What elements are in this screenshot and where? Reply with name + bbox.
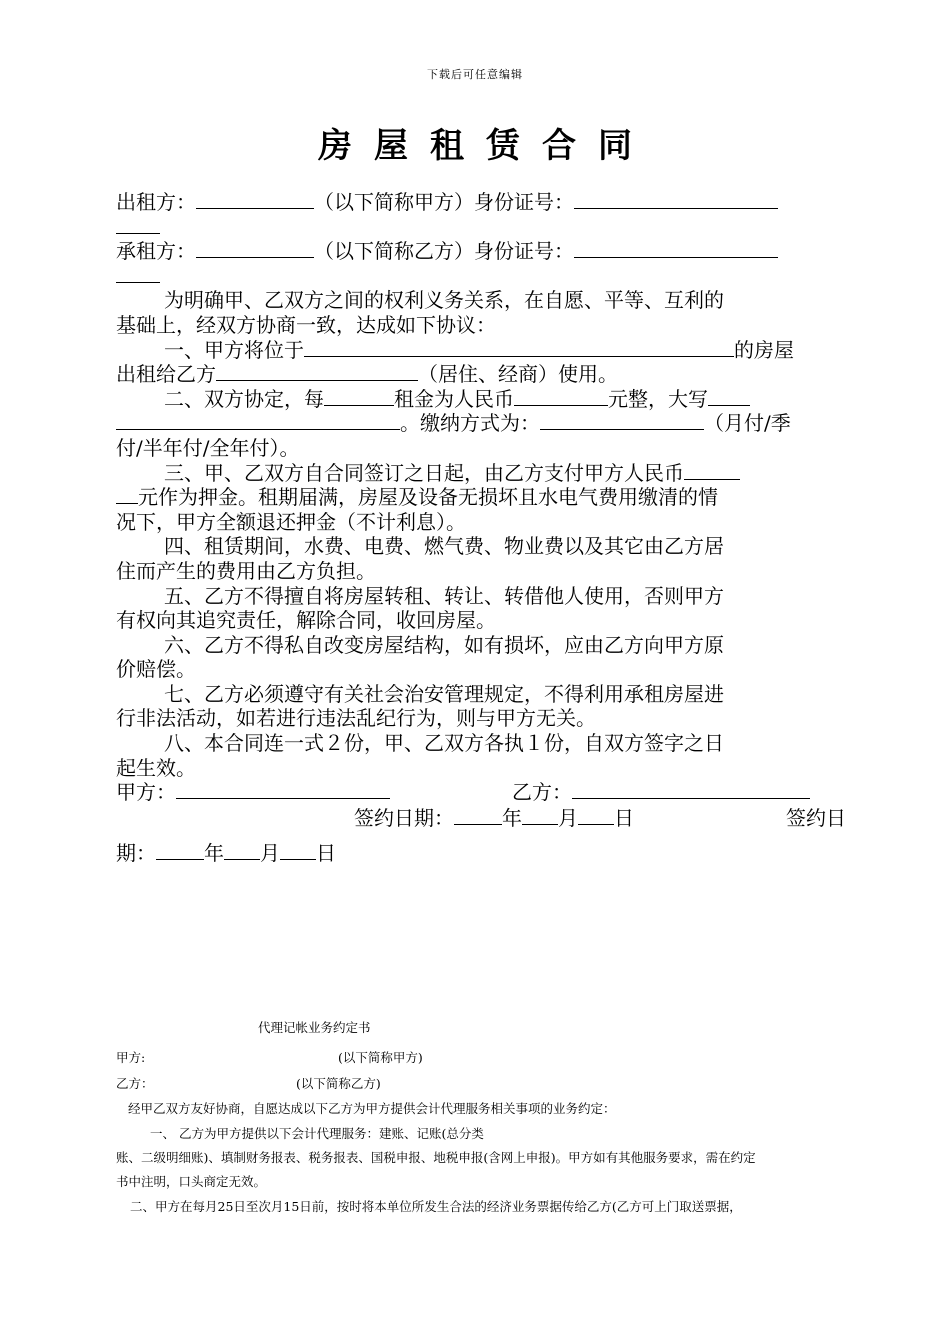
agreement-intro: 经甲乙双方友好协商，自愿达成以下乙方为甲方提供会计代理服务相关事项的业务约定： [128,1101,616,1116]
clause-3-cont-2: 况下，甲方全额退还押金（不计利息）。 [116,509,466,534]
signature-line [116,780,846,805]
clause-1-cont [116,362,846,387]
agreement-item-1: 一、 乙方为甲方提供以下会计代理服务：建账、记账(总分类 [150,1126,484,1141]
address-blank [304,338,734,357]
month-blank-a [522,806,558,825]
clause-1-text-d: （居住、经商）使用。 [418,362,618,387]
month-label-a: 月 [558,805,578,830]
day-blank-b [280,841,316,860]
sign-date-line [116,805,846,831]
clause-2-cont-2: 付/半年付/全年付）。 [116,435,300,460]
lessor-id-blank-cont [116,215,160,234]
contract-body [116,190,846,865]
party-b-sign-label: 乙方： [512,780,572,805]
clause-2-text-b: 租金为人民币 [394,386,514,411]
agreement-title: 代理记帐业务约定书 [258,1020,371,1035]
lessor-line-cont [116,215,846,240]
deposit-blank-cont [116,485,138,504]
clause-4-cont: 住而产生的费用由乙方负担。 [116,558,376,583]
lessee-id-blank [574,239,778,258]
clause-5-cont: 有权向其追究责任，解除合同，收回房屋。 [116,608,496,633]
party-b-abbr: (以下简称乙方) [296,1076,381,1091]
date-label-b-cont: 期： [116,840,156,865]
year-label-a: 年 [502,805,522,830]
lessor-abbr: （以下简称甲方）身份证号： [314,190,574,214]
clause-1 [116,338,846,363]
party-a-sign-blank [176,780,390,799]
usage-blank [216,362,418,381]
clause-1-text-c: 出租给乙方 [116,362,216,387]
lessee-abbr: （以下简称乙方）身份证号： [314,239,574,264]
payment-method-blank [540,411,704,430]
lessor-line [116,190,846,215]
clause-3-text-a: 三、甲、乙双方自合同签订之日起，由乙方支付甲方人民币 [164,460,684,485]
clause-7-cont: 行非法活动，如若进行违法乱纪行为，则与甲方无关。 [116,706,596,731]
clause-3-cont [116,485,846,510]
party-a-label: 甲方: [116,1050,146,1065]
period-blank [324,387,394,406]
clause-5: 五、乙方不得擅自将房屋转租、转让、转借他人使用，否则甲方 [164,583,724,608]
lessee-id-blank-cont [116,264,160,283]
year-label-b: 年 [204,840,224,865]
header-note: 下载后可任意编辑 [427,68,523,81]
party-a-abbr: (以下简称甲方) [338,1050,423,1065]
sign-date-line-2 [116,841,846,866]
agreement-party-b [116,1074,848,1092]
party-b-sign-blank [572,780,810,799]
agreement-item-1-cont: 账、二级明细账)、填制财务报表、税务报表、国税申报、地税申报(含网上申报)。甲方如有其他服务要求，需在约定 [116,1150,756,1165]
clause-8: 八、本合同连一式２份，甲、乙双方各执１份，自双方签字之日 [164,731,724,756]
year-blank-a [454,806,502,825]
clause-1-text-a: 一、甲方将位于 [164,337,304,362]
day-label-b: 日 [316,840,336,865]
date-label-b: 签约日 [786,805,846,830]
lessee-label: 承租方： [116,239,196,264]
clause-3 [116,461,846,486]
clause-8-cont: 起生效。 [116,755,196,780]
clause-2-text-c: 元整，大写 [608,386,708,411]
rent-words-blank-cont [116,411,400,430]
lessor-label: 出租方： [116,190,196,214]
lessor-name-blank [196,190,314,209]
clause-2-text-a: 二、双方协定，每 [164,386,324,411]
month-label-b: 月 [260,840,280,865]
clause-7: 七、乙方必须遵守有关社会治安管理规定，不得利用承租房屋进 [164,681,724,706]
agreement-party-a [116,1048,848,1066]
intro-line-1: 为明确甲、乙双方之间的权利义务关系，在自愿、平等、互利的 [164,288,724,313]
agreement-item-2: 二、甲方在每月25日至次月15日前，按时将本单位所发生合法的经济业务票据传给乙方(乙方可上门取送票据， [130,1199,742,1214]
clause-4: 四、租赁期间，水费、电费、燃气费、物业费以及其它由乙方居 [164,534,724,559]
day-label-a: 日 [614,805,634,830]
year-blank-b [156,841,204,860]
clause-1-text-b: 的房屋 [734,337,794,362]
clause-6-cont: 价赔偿。 [116,657,196,682]
date-label-a: 签约日期： [354,805,454,830]
month-blank-b [224,841,260,860]
party-b-label: 乙方： [116,1076,154,1091]
lessee-line-cont [116,264,846,289]
rent-words-blank [708,387,750,406]
lessee-line [116,239,846,264]
deposit-blank [684,461,740,480]
lessee-name-blank [196,239,314,258]
clause-2-text-d: 。缴纳方式为： [400,411,540,436]
clause-6: 六、乙方不得私自改变房屋结构，如有损坏，应由乙方向甲方原 [164,632,724,657]
lessor-id-blank [574,190,778,209]
rent-amount-blank [514,387,608,406]
party-a-sign-label: 甲方： [116,780,176,805]
day-blank-a [578,806,614,825]
clause-2-text-e: （月付/季 [704,411,791,436]
agreement-item-1-cont-2: 书中注明，口头商定无效。 [116,1174,267,1189]
clause-2-cont [116,411,846,436]
intro-line-2: 基础上，经双方协商一致，达成如下协议： [116,312,496,337]
clause-3-text-b: 元作为押金。租期届满，房屋及设备无损坏且水电气费用缴清的情 [138,485,718,510]
contract-title: 房屋租赁合同 [318,126,654,166]
clause-2 [116,387,846,412]
